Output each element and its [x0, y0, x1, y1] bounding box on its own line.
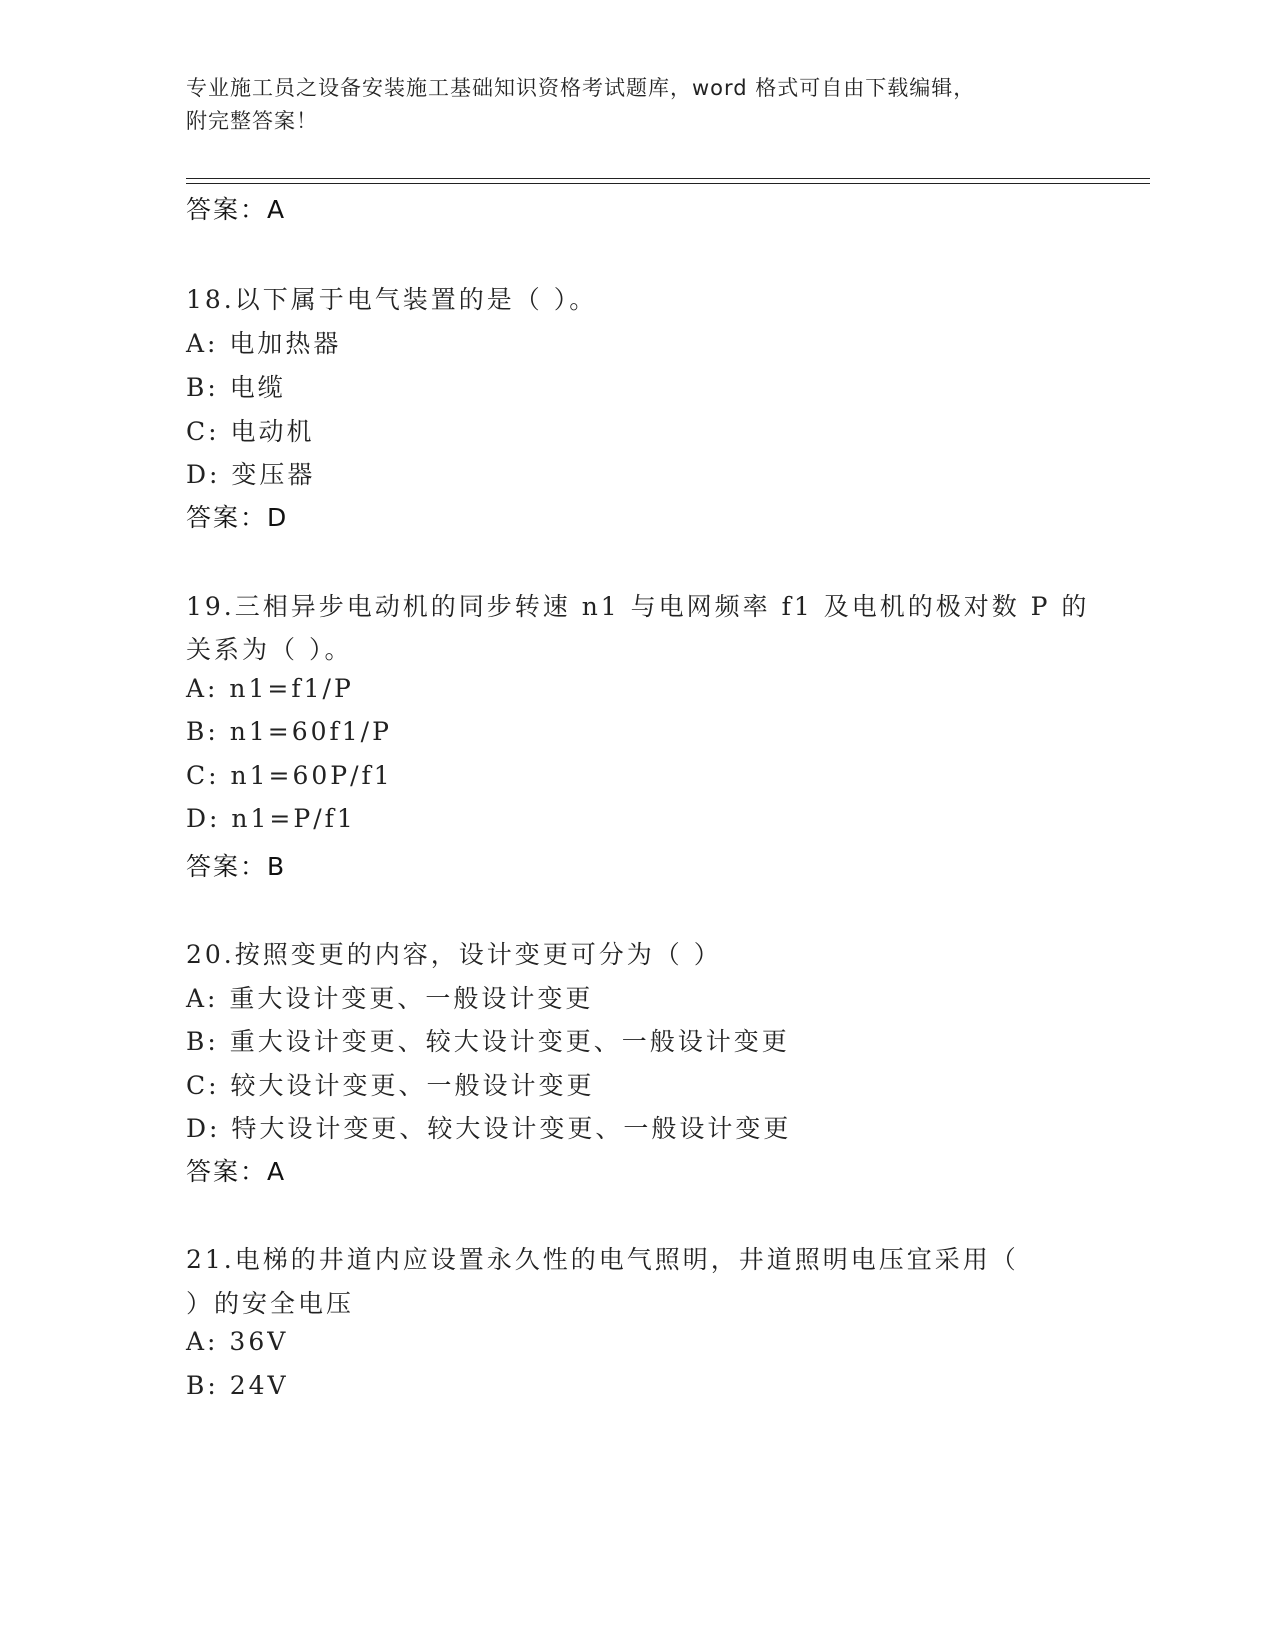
header-line-2: 附完整答案！	[186, 109, 318, 133]
question-19-answer: 答案：B	[186, 852, 287, 881]
question-21-stem-line-2: ）的安全电压	[186, 1289, 355, 1318]
question-18-option-c: C: 电动机	[186, 417, 315, 446]
question-19-option-a: A: n1=f1/P	[186, 674, 354, 703]
question-18-answer: 答案：D	[186, 503, 289, 532]
question-20-option-a: A: 重大设计变更、一般设计变更	[186, 984, 594, 1013]
document-header	[186, 72, 1086, 138]
previous-answer: 答案：A	[186, 195, 287, 224]
question-21-stem-line-1: 21.电梯的井道内应设置永久性的电气照明，井道照明电压宜采用（	[186, 1245, 1019, 1274]
question-20-answer: 答案：A	[186, 1157, 287, 1186]
question-20-option-b: B: 重大设计变更、较大设计变更、一般设计变更	[186, 1027, 790, 1056]
question-21-option-b: B: 24V	[186, 1371, 289, 1400]
question-20-stem: 20.按照变更的内容，设计变更可分为（ ）	[186, 940, 722, 969]
question-18-stem: 18.以下属于电气装置的是（ ）。	[186, 285, 598, 314]
question-19-stem-line-2: 关系为（ ）。	[186, 635, 353, 664]
question-19-option-d: D: n1=P/f1	[186, 804, 356, 833]
header-divider-bottom	[186, 183, 1150, 184]
question-21-option-a: A: 36V	[186, 1327, 289, 1356]
question-19-stem-line-1: 19.三相异步电动机的同步转速 n1 与电网频率 f1 及电机的极对数 P 的	[186, 592, 1090, 621]
header-divider-top	[186, 178, 1150, 179]
question-18-option-a: A: 电加热器	[186, 329, 342, 358]
question-20-option-d: D: 特大设计变更、较大设计变更、一般设计变更	[186, 1114, 792, 1143]
question-18-option-d: D: 变压器	[186, 460, 316, 489]
question-19-option-b: B: n1=60f1/P	[186, 717, 392, 746]
header-line-1: 专业施工员之设备安装施工基础知识资格考试题库，word 格式可自由下载编辑，	[186, 76, 976, 100]
question-18-option-b: B: 电缆	[186, 373, 286, 402]
question-20-option-c: C: 较大设计变更、一般设计变更	[186, 1071, 595, 1100]
question-19-option-c: C: n1=60P/f1	[186, 761, 393, 790]
